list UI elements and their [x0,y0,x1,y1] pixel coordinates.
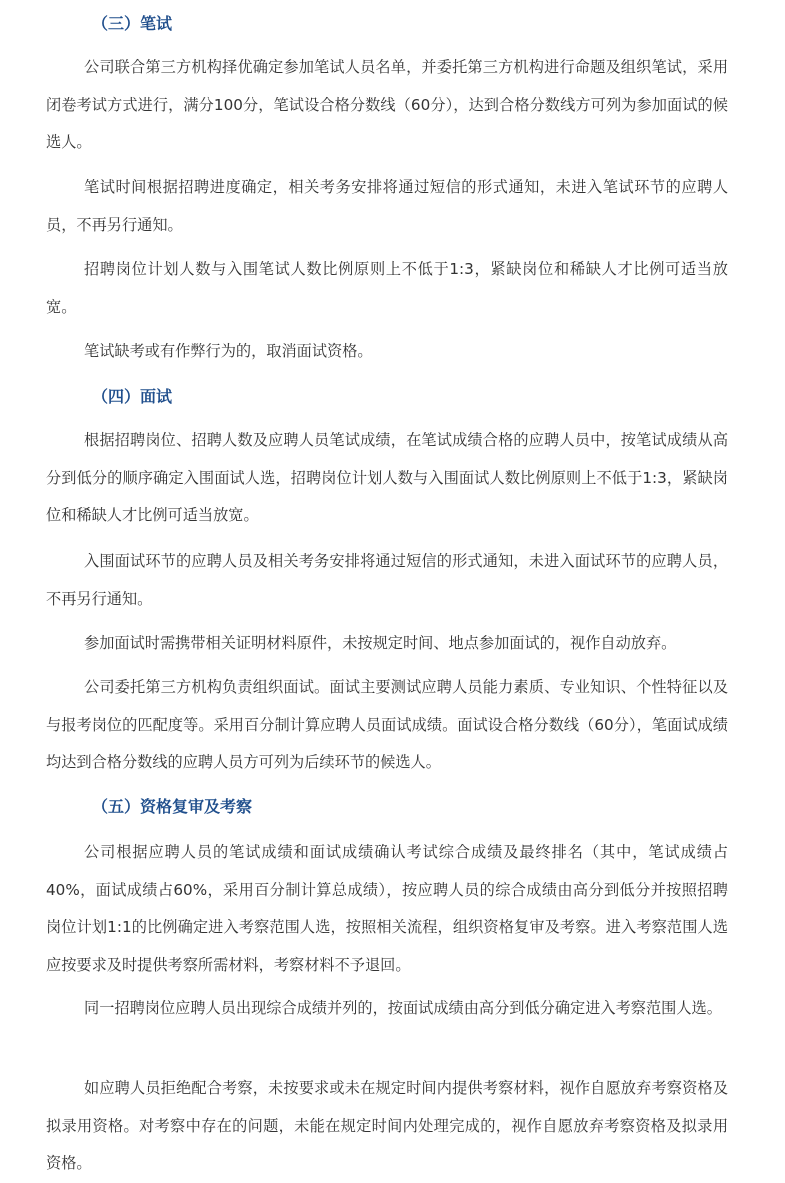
paragraph: 参加面试时需携带相关证明材料原件，未按规定时间、地点参加面试的，视作自动放弃。 [84,634,677,652]
section-heading-qualification-review: （五）资格复审及考察 [92,797,253,816]
paragraph: 根据招聘岗位、招聘人数及应聘人员笔试成绩，在笔试成绩合格的应聘人员中，按笔试成绩从高分到低分的顺序确定入围面试人选，招聘岗位计划人数与入围面试人数比例原则上不低于1:3，紧缺岗位和稀缺人才比例可适当放宽。 [46,431,728,524]
paragraph: 公司根据应聘人员的笔试成绩和面试成绩确认考试综合成绩及最终排名（其中，笔试成绩占40%，面试成绩占60%，采用百分制计算总成绩），按应聘人员的综合成绩由高分到低分并按照招聘岗位计划1:1的比例确定进入考察范围人选，按照相关流程，组织资格复审及考察。进入考察范围人选应按要求及时提供考察所需材料，考察材料不予退回。 [46,843,728,974]
paragraph: 如应聘人员拒绝配合考察，未按要求或未在规定时间内提供考察材料，视作自愿放弃考察资格及拟录用资格。对考察中存在的问题，未能在规定时间内处理完成的，视作自愿放弃考察资格及拟录用资格。 [46,1079,728,1172]
paragraph: 招聘岗位计划人数与入围笔试人数比例原则上不低于1:3，紧缺岗位和稀缺人才比例可适当放宽。 [46,260,728,316]
paragraph: 公司委托第三方机构负责组织面试。面试主要测试应聘人员能力素质、专业知识、个性特征以及与报考岗位的匹配度等。采用百分制计算应聘人员面试成绩。面试设合格分数线（60分），笔面试成绩均达到合格分数线的应聘人员方可列为后续环节的候选人。 [46,678,728,771]
paragraph: 笔试时间根据招聘进度确定，相关考务安排将通过短信的形式通知，未进入笔试环节的应聘人员，不再另行通知。 [46,178,728,234]
paragraph: 同一招聘岗位应聘人员出现综合成绩并列的，按面试成绩由高分到低分确定进入考察范围人选。 [84,999,722,1017]
paragraph: 笔试缺考或有作弊行为的，取消面试资格。 [84,342,373,360]
section-heading-interview: （四）面试 [92,387,173,406]
section-heading-written-exam: （三）笔试 [92,14,173,33]
paragraph: 公司联合第三方机构择优确定参加笔试人员名单，并委托第三方机构进行命题及组织笔试，采用闭卷考试方式进行，满分100分，笔试设合格分数线（60分），达到合格分数线方可列为参加面试的候选人。 [46,58,728,151]
paragraph: 入围面试环节的应聘人员及相关考务安排将通过短信的形式通知，未进入面试环节的应聘人员，不再另行通知。 [46,552,728,608]
